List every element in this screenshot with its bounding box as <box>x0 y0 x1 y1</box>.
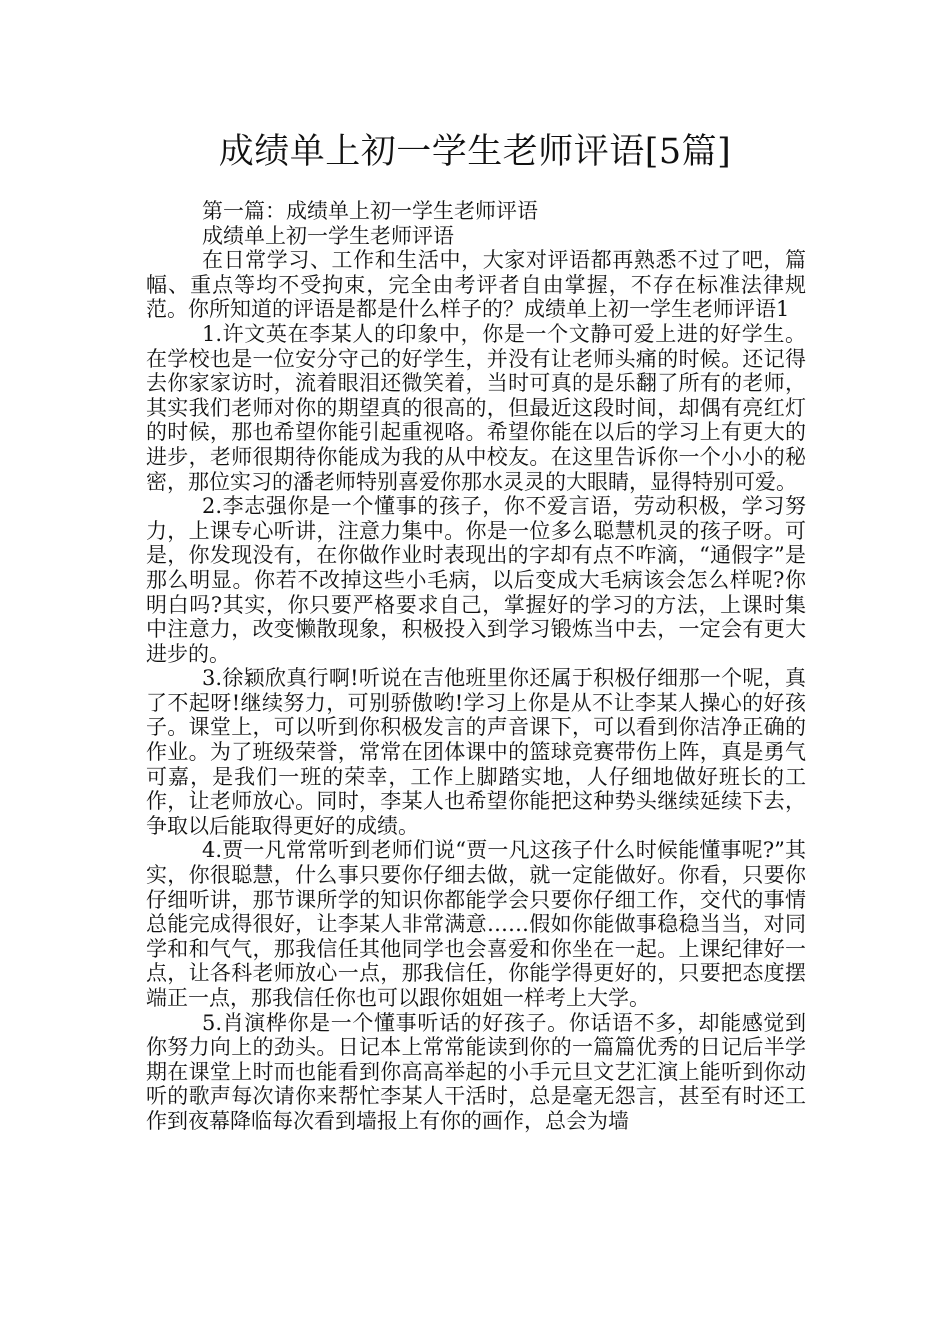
document-body <box>146 199 806 1134</box>
comment-paragraph-4: 4.贾一凡常常听到老师们说“贾一凡这孩子什么时候能懂事呢?”其实，你很聪慧，什么事只要你仔细去做，就一定能做好。你看，只要你仔细听讲，那节课所学的知识你都能学会只要你仔细工作，交代的事情总能完成得很好，让李某人非常满意……假如你能做事稳稳当当，对同学和和气气，那我信任其他同学也会喜爱和你坐在一起。上课纪律好一点，让各科老师放心一点，那我信任，你能学得更好的，只要把态度摆端正一点，那我信任你也可以跟你姐姐一样考上大学。 <box>146 838 806 1010</box>
comment-paragraph-1: 1.许文英在李某人的印象中，你是一个文静可爱上进的好学生。在学校也是一位安分守己的好学生，并没有让老师头痛的时候。还记得去你家家访时，流着眼泪还微笑着，当时可真的是乐翻了所有的老师，其实我们老师对你的期望真的很高的，但最近这段时间，却偶有亮红灯的时候，那也希望你能引起重视咯。希望你能在以后的学习上有更大的进步，老师很期待你能成为我的从中校友。在这里告诉你一个小小的秘密，那位实习的潘老师特别喜爱你那水灵灵的大眼睛，显得特别可爱。 <box>146 321 806 494</box>
comment-paragraph-5: 5.肖演桦你是一个懂事听话的好孩子。你话语不多，却能感觉到你努力向上的劲头。日记本上常常能读到你的一篇篇优秀的日记后半学期在课堂上时而也能看到你高高举起的小手元旦文艺汇演上能听到你动听的歌声每次请你来帮忙李某人干活时，总是毫无怨言，甚至有时还工作到夜幕降临每次看到墙报上有你的画作，总会为墙 <box>146 1010 806 1133</box>
section-heading: 第一篇：成绩单上初一学生老师评语 <box>202 199 538 223</box>
document-title: 成绩单上初一学生老师评语[5篇] <box>218 132 732 172</box>
comment-paragraph-3: 3.徐颖欣真行啊!听说在吉他班里你还属于积极仔细那一个呢，真了不起呀!继续努力，可别骄傲哟!学习上你是从不让李某人操心的好孩子。课堂上，可以听到你积极发言的声音课下，可以看到你洁净正确的作业。为了班级荣誉，常常在团体课中的篮球竞赛带伤上阵，真是勇气可嘉，是我们一班的荣幸，工作上脚踏实地，人仔细地做好班长的工作，让老师放心。同时，李某人也希望你能把这种势头继续延续下去，争取以后能取得更好的成绩。 <box>146 666 806 838</box>
sub-heading: 成绩单上初一学生老师评语 <box>202 223 454 248</box>
intro-paragraph: 在日常学习、工作和生活中，大家对评语都再熟悉不过了吧，篇幅、重点等均不受拘束，完全由考评者自由掌握，不存在标准法律规范。你所知道的评语是都是什么样子的？成绩单上初一学生老师评语1 <box>146 248 806 322</box>
comment-paragraph-2: 2.李志强你是一个懂事的孩子，你不爱言语，劳动积极，学习努力，上课专心听讲，注意力集中。你是一位多么聪慧机灵的孩子呀。可是，你发现没有，在你做作业时表现出的字却有点不咋滴，“通假字”是那么明显。你若不改掉这些小毛病，以后变成大毛病该会怎么样呢?你明白吗?其实，你只要严格要求自己，掌握好的学习的方法，上课时集中注意力，改变懒散现象，积极投入到学习锻炼当中去，一定会有更大进步的。 <box>146 494 806 666</box>
